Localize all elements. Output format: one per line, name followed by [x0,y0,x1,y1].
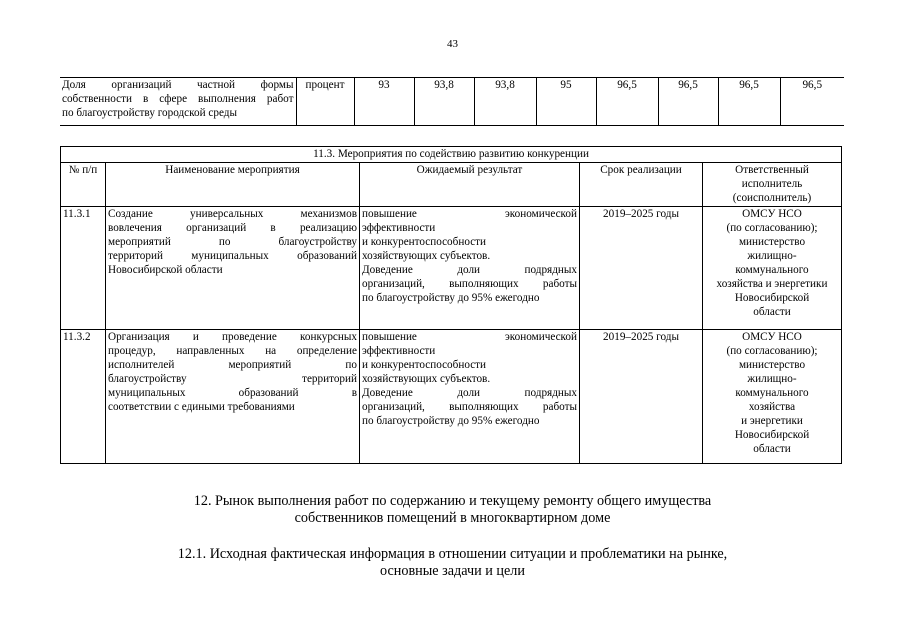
row-result-line: по благоустройству до 95% ежегодно [362,415,540,427]
row-responsible-line: (по согласованию); [726,345,818,357]
row-term: 2019–2025 годы [580,330,703,464]
indicator-value: 96,5 [658,78,718,126]
row-responsible-line: области [753,443,791,455]
row-name-line: исполнителей мероприятий по [108,359,357,371]
row-responsible-line: Новосибирской [734,292,810,304]
subsection-heading [0,546,905,580]
indicator-value: 93,8 [414,78,474,126]
row-num: 11.3.1 [61,207,106,330]
row-result-line: Доведение доли подрядных [362,264,577,276]
row-responsible-line: Новосибирской [734,429,810,441]
row-responsible-line: области [753,306,791,318]
indicator-unit: процент [296,78,354,126]
row-responsible-line: жилищно- [747,373,797,385]
indicator-name-line: по благоустройству городской среды [62,107,237,119]
row-result-line: Доведение доли подрядных [362,387,577,399]
row-responsible-line: жилищно- [747,250,797,262]
indicator-value: 95 [536,78,596,126]
section-heading-line: собственников помещений в многоквартирном доме [294,510,611,526]
row-num: 11.3.2 [61,330,106,464]
row-responsible-line: коммунального [735,387,809,399]
row-result [360,330,580,464]
row-name-line: мероприятий по благоустройству [108,236,357,248]
row-responsible-line: коммунального [735,264,809,276]
row-result-line: организаций, выполняющих работы [362,278,577,290]
row-responsible-line: ОМСУ НСО [742,208,802,220]
header-term: Срок реализации [580,163,703,207]
row-result-line: эффективности [362,222,436,234]
row-name-line: благоустройству территорий [108,373,357,385]
indicator-name [60,78,296,126]
header-responsible: Ответственный исполнитель (соисполнитель) [703,163,842,207]
row-responsible-line: министерство [738,236,806,248]
table-row [61,207,842,330]
table-caption: 11.3. Мероприятия по содействию развитию конкуренции [61,147,842,163]
subsection-heading-line: 12.1. Исходная фактическая информация в отношении ситуации и проблематики на рынке, [177,546,728,562]
indicator-value: 96,5 [780,78,844,126]
row-result-line: по благоустройству до 95% ежегодно [362,292,540,304]
row-responsible-line: ОМСУ НСО [742,331,802,343]
row-result-line: и конкурентоспособности [362,236,487,248]
table-row [61,330,842,464]
row-name-line: Новосибирской области [108,264,223,276]
row-responsible-line: хозяйства и энергетики [716,278,828,290]
row-responsible [703,330,842,464]
row-result-line: организаций, выполняющих работы [362,401,577,413]
header-num: № п/п [61,163,106,207]
measures-table [60,146,842,464]
page-number: 43 [447,38,458,50]
row-responsible-line: и энергетики [741,415,803,427]
row-responsible [703,207,842,330]
subsection-heading-line: основные задачи и цели [380,563,525,579]
row-result [360,207,580,330]
row-name-line: муниципальных образований в [108,387,357,399]
indicator-row [60,78,844,126]
row-term: 2019–2025 годы [580,207,703,330]
indicator-name-line: Доля организаций частной формы [62,79,294,91]
row-name [106,330,360,464]
indicator-value: 93 [354,78,414,126]
indicator-value: 96,5 [596,78,658,126]
row-name-line: вовлечения организаций в реализацию [108,222,357,234]
section-heading [0,493,905,527]
indicator-value: 96,5 [718,78,780,126]
row-result-line: повышение экономической [362,208,577,220]
row-responsible-line: (по согласованию); [726,222,818,234]
header-name: Наименование мероприятия [106,163,360,207]
row-name-line: соответствии с едиными требованиями [108,401,295,413]
row-result-line: и конкурентоспособности [362,359,487,371]
row-result-line: хозяйствующих субъектов. [362,250,491,262]
row-result-line: хозяйствующих субъектов. [362,373,491,385]
indicator-table [60,77,844,126]
row-responsible-line: министерство [738,359,806,371]
table-header-row [61,163,842,207]
row-name-line: Организация и проведение конкурсных [108,331,357,343]
section-heading-line: 12. Рынок выполнения работ по содержанию и текущему ремонту общего имущества [193,493,712,509]
indicator-name-line: собственности в сфере выполнения работ [62,93,294,105]
indicator-value: 93,8 [474,78,536,126]
row-name [106,207,360,330]
row-result-line: эффективности [362,345,436,357]
row-result-line: повышение экономической [362,331,577,343]
row-name-line: Создание универсальных механизмов [108,208,357,220]
header-result: Ожидаемый результат [360,163,580,207]
row-responsible-line: хозяйства [748,401,796,413]
row-name-line: процедур, направленных на определение [108,345,357,357]
row-name-line: территорий муниципальных образований [108,250,357,262]
